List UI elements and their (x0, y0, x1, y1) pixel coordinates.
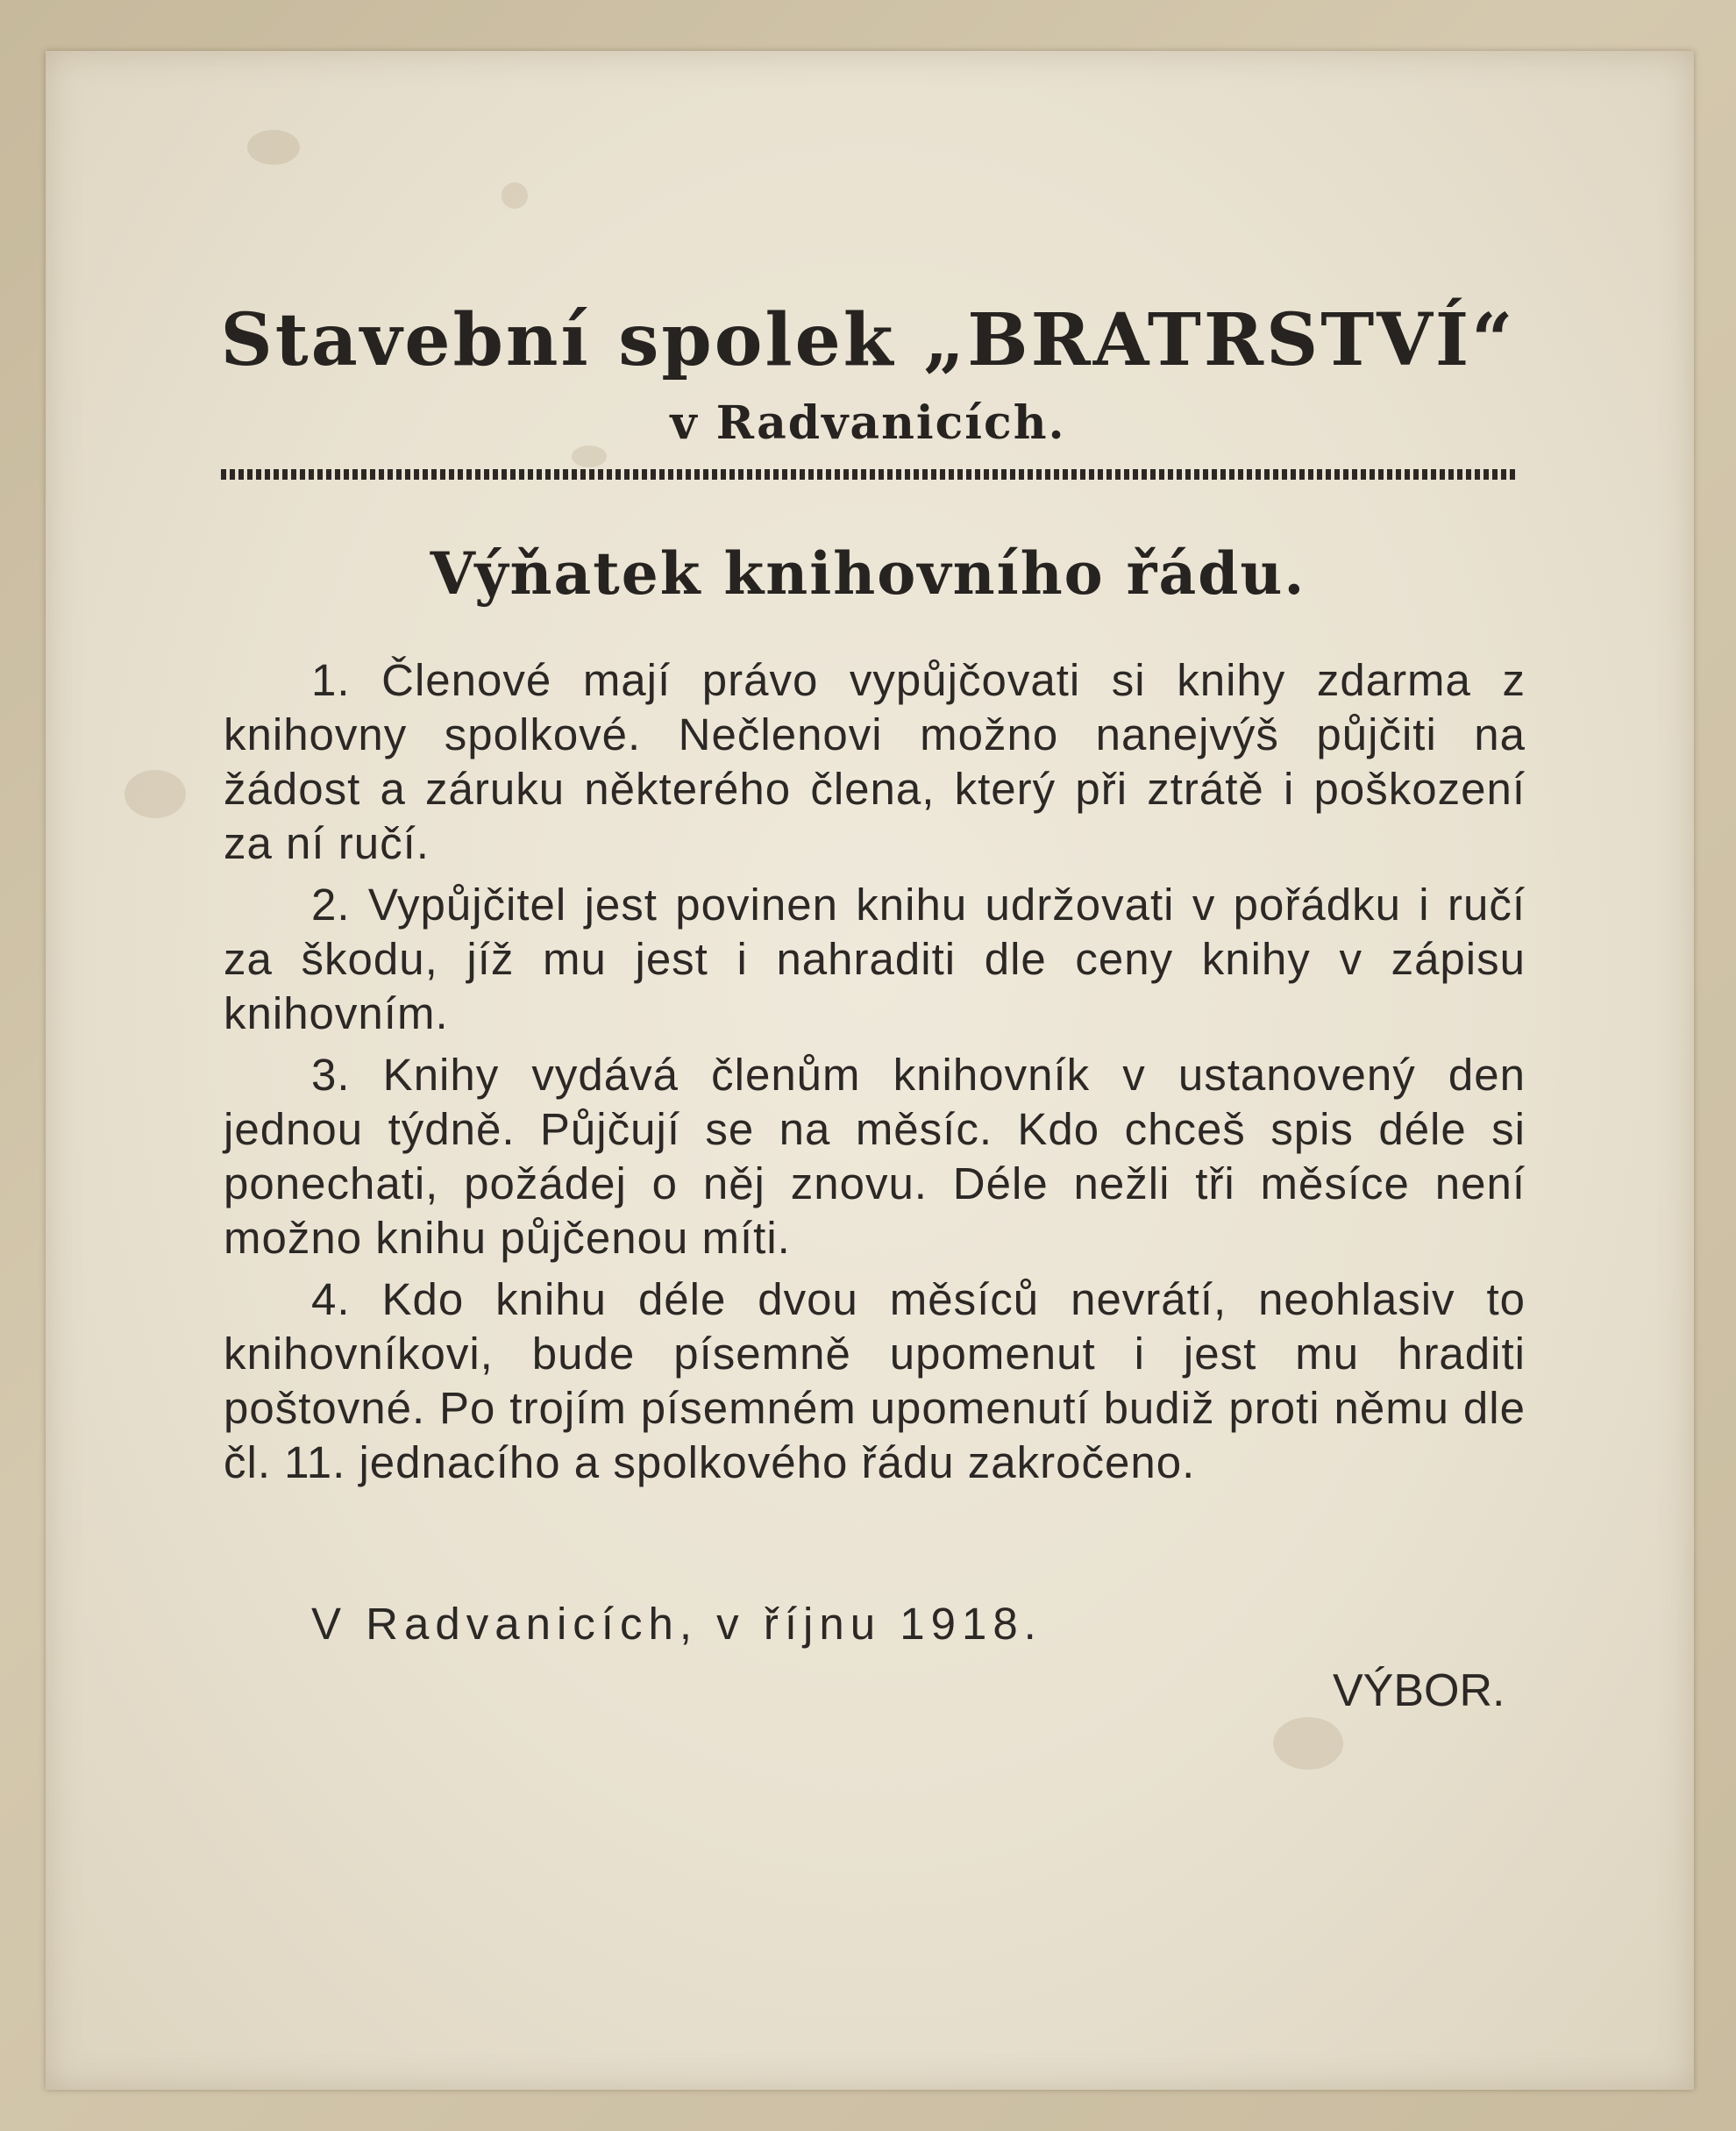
rule-item: 1. Členové mají právo vypůjčovati si knihy zdarma z knihovny spolkové. Nečlenovi možno nanejvýš půjčiti na žádost a záruku některého člena, který při ztrátě i poškození za ní ručí. (224, 655, 1526, 868)
rules-list (224, 653, 1526, 1497)
rule-item: 2. Vypůjčitel jest povinen knihu udržovati v pořádku i ručí za škodu, jíž mu jest i nahraditi dle ceny knihy v zápisu knihovním. (224, 880, 1526, 1038)
stain (502, 182, 528, 209)
society-title: Stavební spolek „BRATRSTVÍ“ (220, 298, 1516, 382)
stain (1273, 1717, 1343, 1770)
rule-item: 3. Knihy vydává členům knihovník v ustanovený den jednou týdně. Půjčují se na měsíc. Kdo chceš spis déle si ponechati, požádej o něj znovu. Déle nežli tři měsíce není možno knihu půjčenou míti. (224, 1050, 1526, 1263)
section-title: Výňatek knihovního řádu. (430, 539, 1306, 608)
signature: VÝBOR. (1333, 1665, 1505, 1716)
stain (247, 130, 300, 165)
rule-item: 4. Kdo knihu déle dvou měsíců nevrátí, neohlasiv to knihovníkovi, bude písemně upomenut i jest mu hraditi poštovné. Po trojím písemném upomenutí budiž proti němu dle čl. 11. jednacího a spolkového řádu zakročeno. (224, 1274, 1526, 1487)
society-location: v Radvanicích. (670, 396, 1066, 450)
place-and-date: V Radvanicích, v říjnu 1918. (311, 1599, 1042, 1649)
stain (125, 770, 186, 818)
ornamental-divider (221, 469, 1517, 480)
